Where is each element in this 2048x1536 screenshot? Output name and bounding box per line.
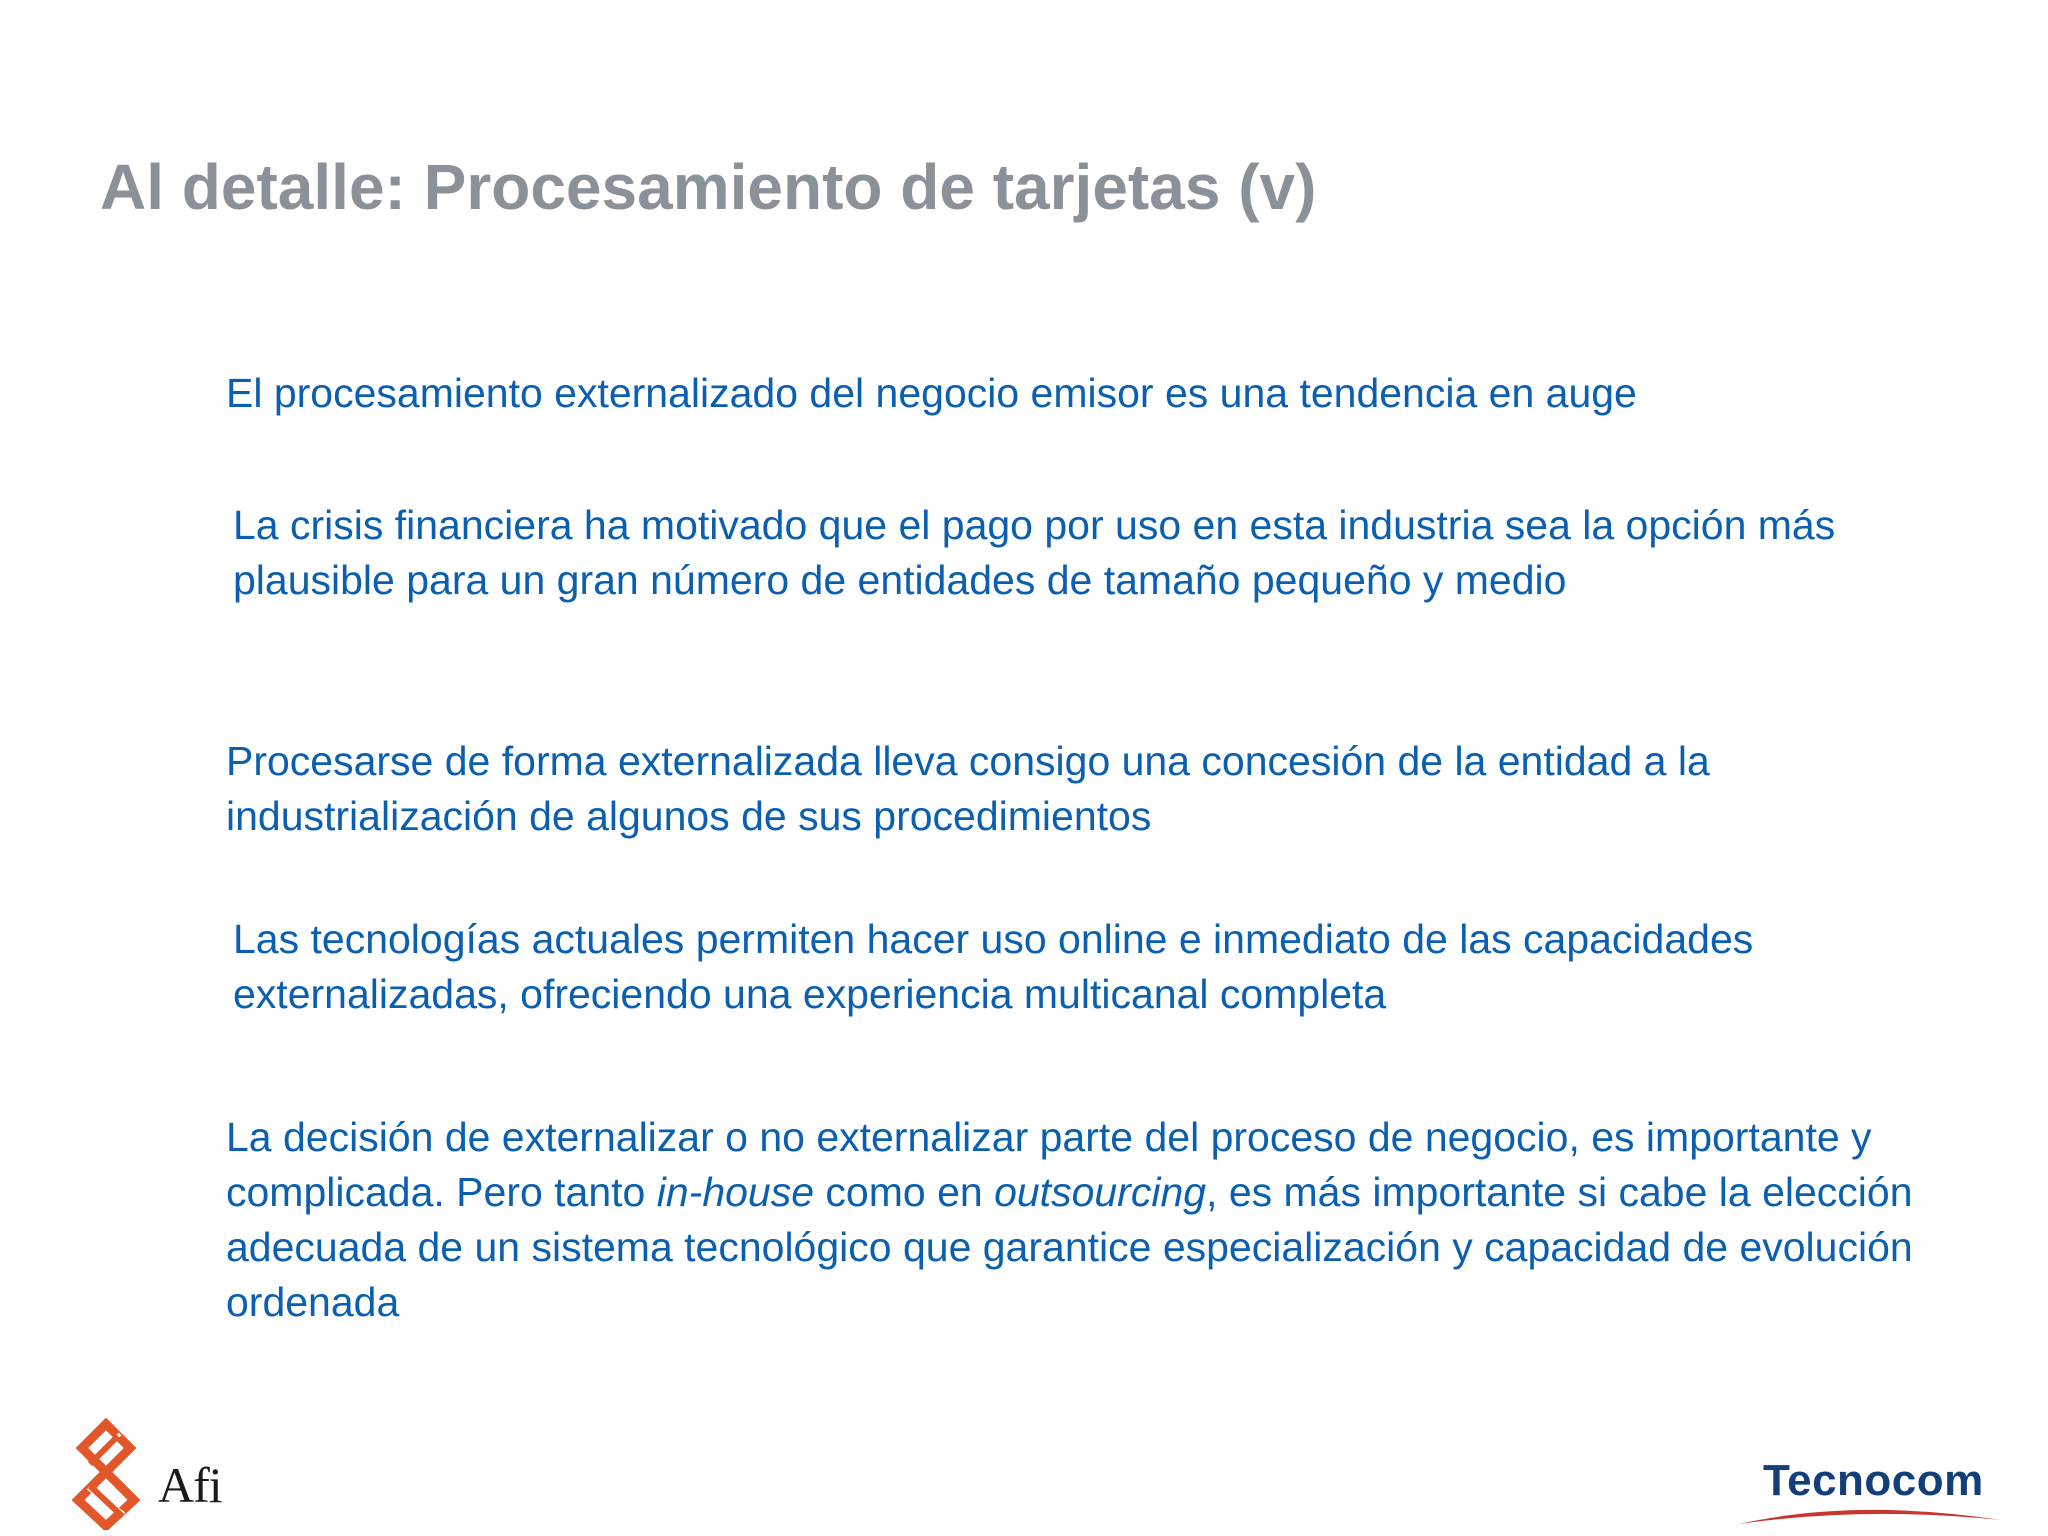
outsourcing-term: outsourcing bbox=[994, 1169, 1207, 1215]
paragraph-decision bbox=[226, 1110, 1986, 1330]
tecnocom-logo bbox=[1735, 1456, 2005, 1526]
paragraph-financial-crisis: La crisis financiera ha motivado que el pago por uso en esta industria sea la opción más plausible para un gran número de entidades de tamaño pequeño y medio bbox=[233, 502, 1836, 603]
in-house-term: in-house bbox=[656, 1169, 815, 1215]
slide-title: Al detalle: Procesamiento de tarjetas (v) bbox=[100, 151, 1317, 223]
tecnocom-swoosh-icon bbox=[1735, 1496, 2005, 1526]
paragraph-industrialization: Procesarse de forma externalizada lleva consigo una concesión de la entidad a la industrialización de algunos de sus procedimientos bbox=[226, 738, 1710, 839]
paragraph-decision-part2: como en bbox=[814, 1169, 995, 1215]
paragraph-technologies: Las tecnologías actuales permiten hacer uso online e inmediato de las capacidades externalizadas, ofreciendo una experiencia multicanal completa bbox=[233, 916, 1754, 1017]
afi-wordmark: Afi bbox=[158, 1457, 222, 1513]
paragraph-decision-part3: , es más importante si cabe la elección adecuada de un sistema tecnológico que garantice especialización y capacidad de evolución ordenada bbox=[226, 1169, 1913, 1325]
paragraph-decision-part1: La decisión de externalizar o no externalizar parte del proceso de negocio, es importante y complicada. Pero tanto bbox=[226, 1114, 1872, 1215]
afi-knot-icon bbox=[68, 1418, 144, 1530]
tecnocom-wordmark: Tecnocom bbox=[1763, 1456, 1984, 1505]
afi-logo bbox=[68, 1418, 228, 1530]
paragraph-outsourcing-trend: El procesamiento externalizado del negocio emisor es una tendencia en auge bbox=[226, 370, 1637, 416]
